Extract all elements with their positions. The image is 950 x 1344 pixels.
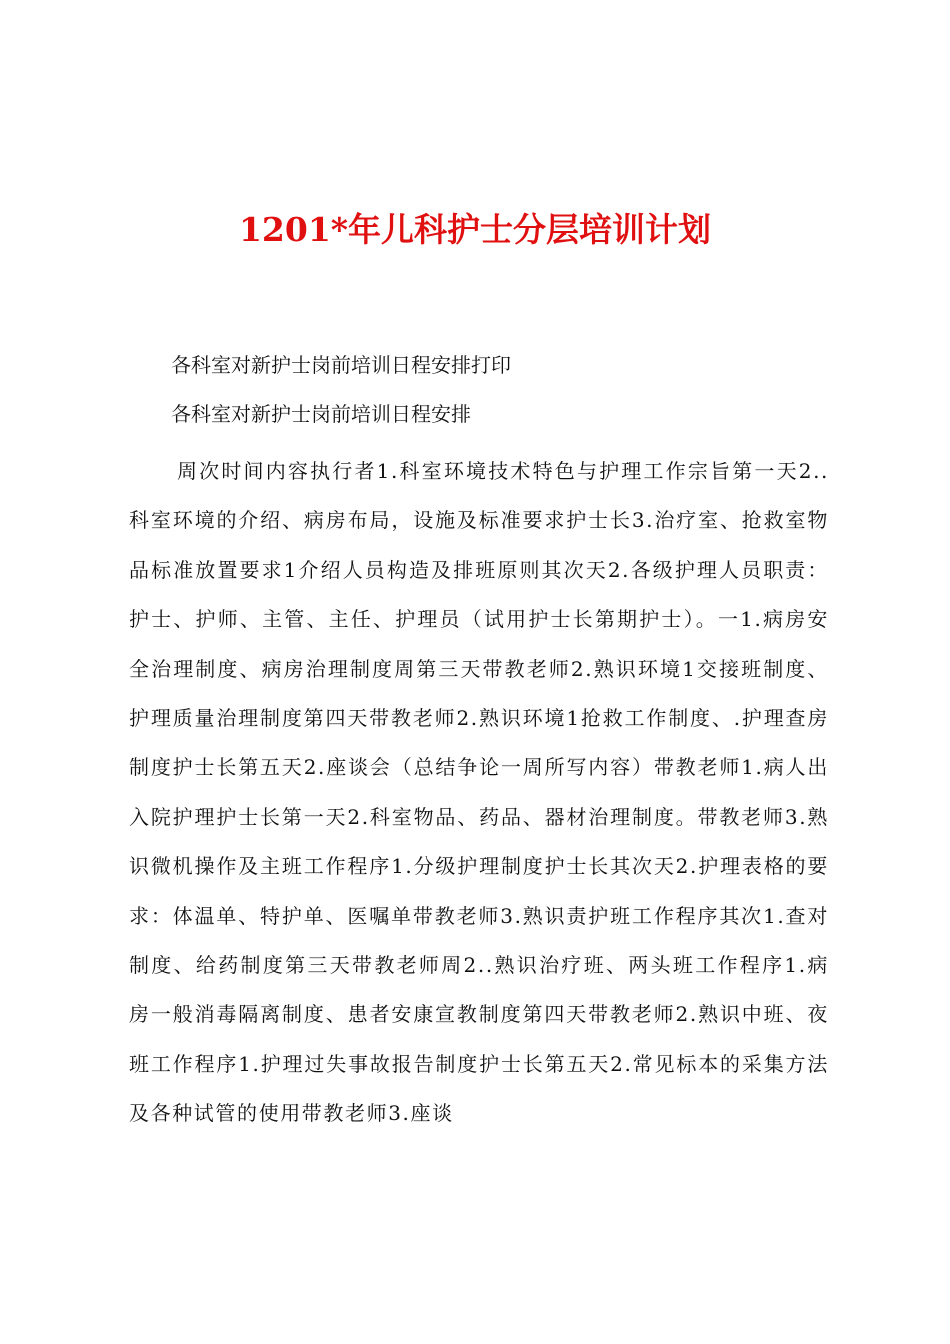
- paragraph-print-heading: 各科室对新护士岗前培训日程安排打印: [171, 353, 511, 377]
- paragraph-schedule-body: 周次时间内容执行者1.科室环境技术特色与护理工作宗旨第一天2..科室环境的介绍、病房布局，设施及标准要求护士长3.治疗室、抢救室物品标准放置要求1介绍人员构造及排班原则其次天2.各级护理人员职责：护士、护师、主管、主任、护理员（试用护士长第期护士）。一1.病房安全治理制度、病房治理制度周第三天带教老师2.熟识环境1交接班制度、护理质量治理制度第四天带教老师2.熟识环境1抢救工作制度、.护理查房制度护士长第五天2.座谈会（总结争论一周所写内容）带教老师1.病人出入院护理护士长第一天2.科室物品、药品、器材治理制度。带教老师3.熟识微机操作及主班工作程序1.分级护理制度护士长其次天2.护理表格的要求：体温单、特护单、医嘱单带教老师3.熟识责护班工作程序其次1.查对制度、给药制度第三天带教老师周2..熟识治疗班、两头班工作程序1.病房一般消毒隔离制度、患者安康宣教制度第四天带教老师2.熟识中班、夜班工作程序1.护理过失事故报告制度护士长第五天2.常见标本的采集方法及各种试管的使用带教老师3.座谈: [129, 459, 829, 1126]
- paragraph-schedule-heading: 各科室对新护士岗前培训日程安排: [171, 402, 471, 426]
- document-title: 1201*年儿科护士分层培训计划: [238, 210, 712, 249]
